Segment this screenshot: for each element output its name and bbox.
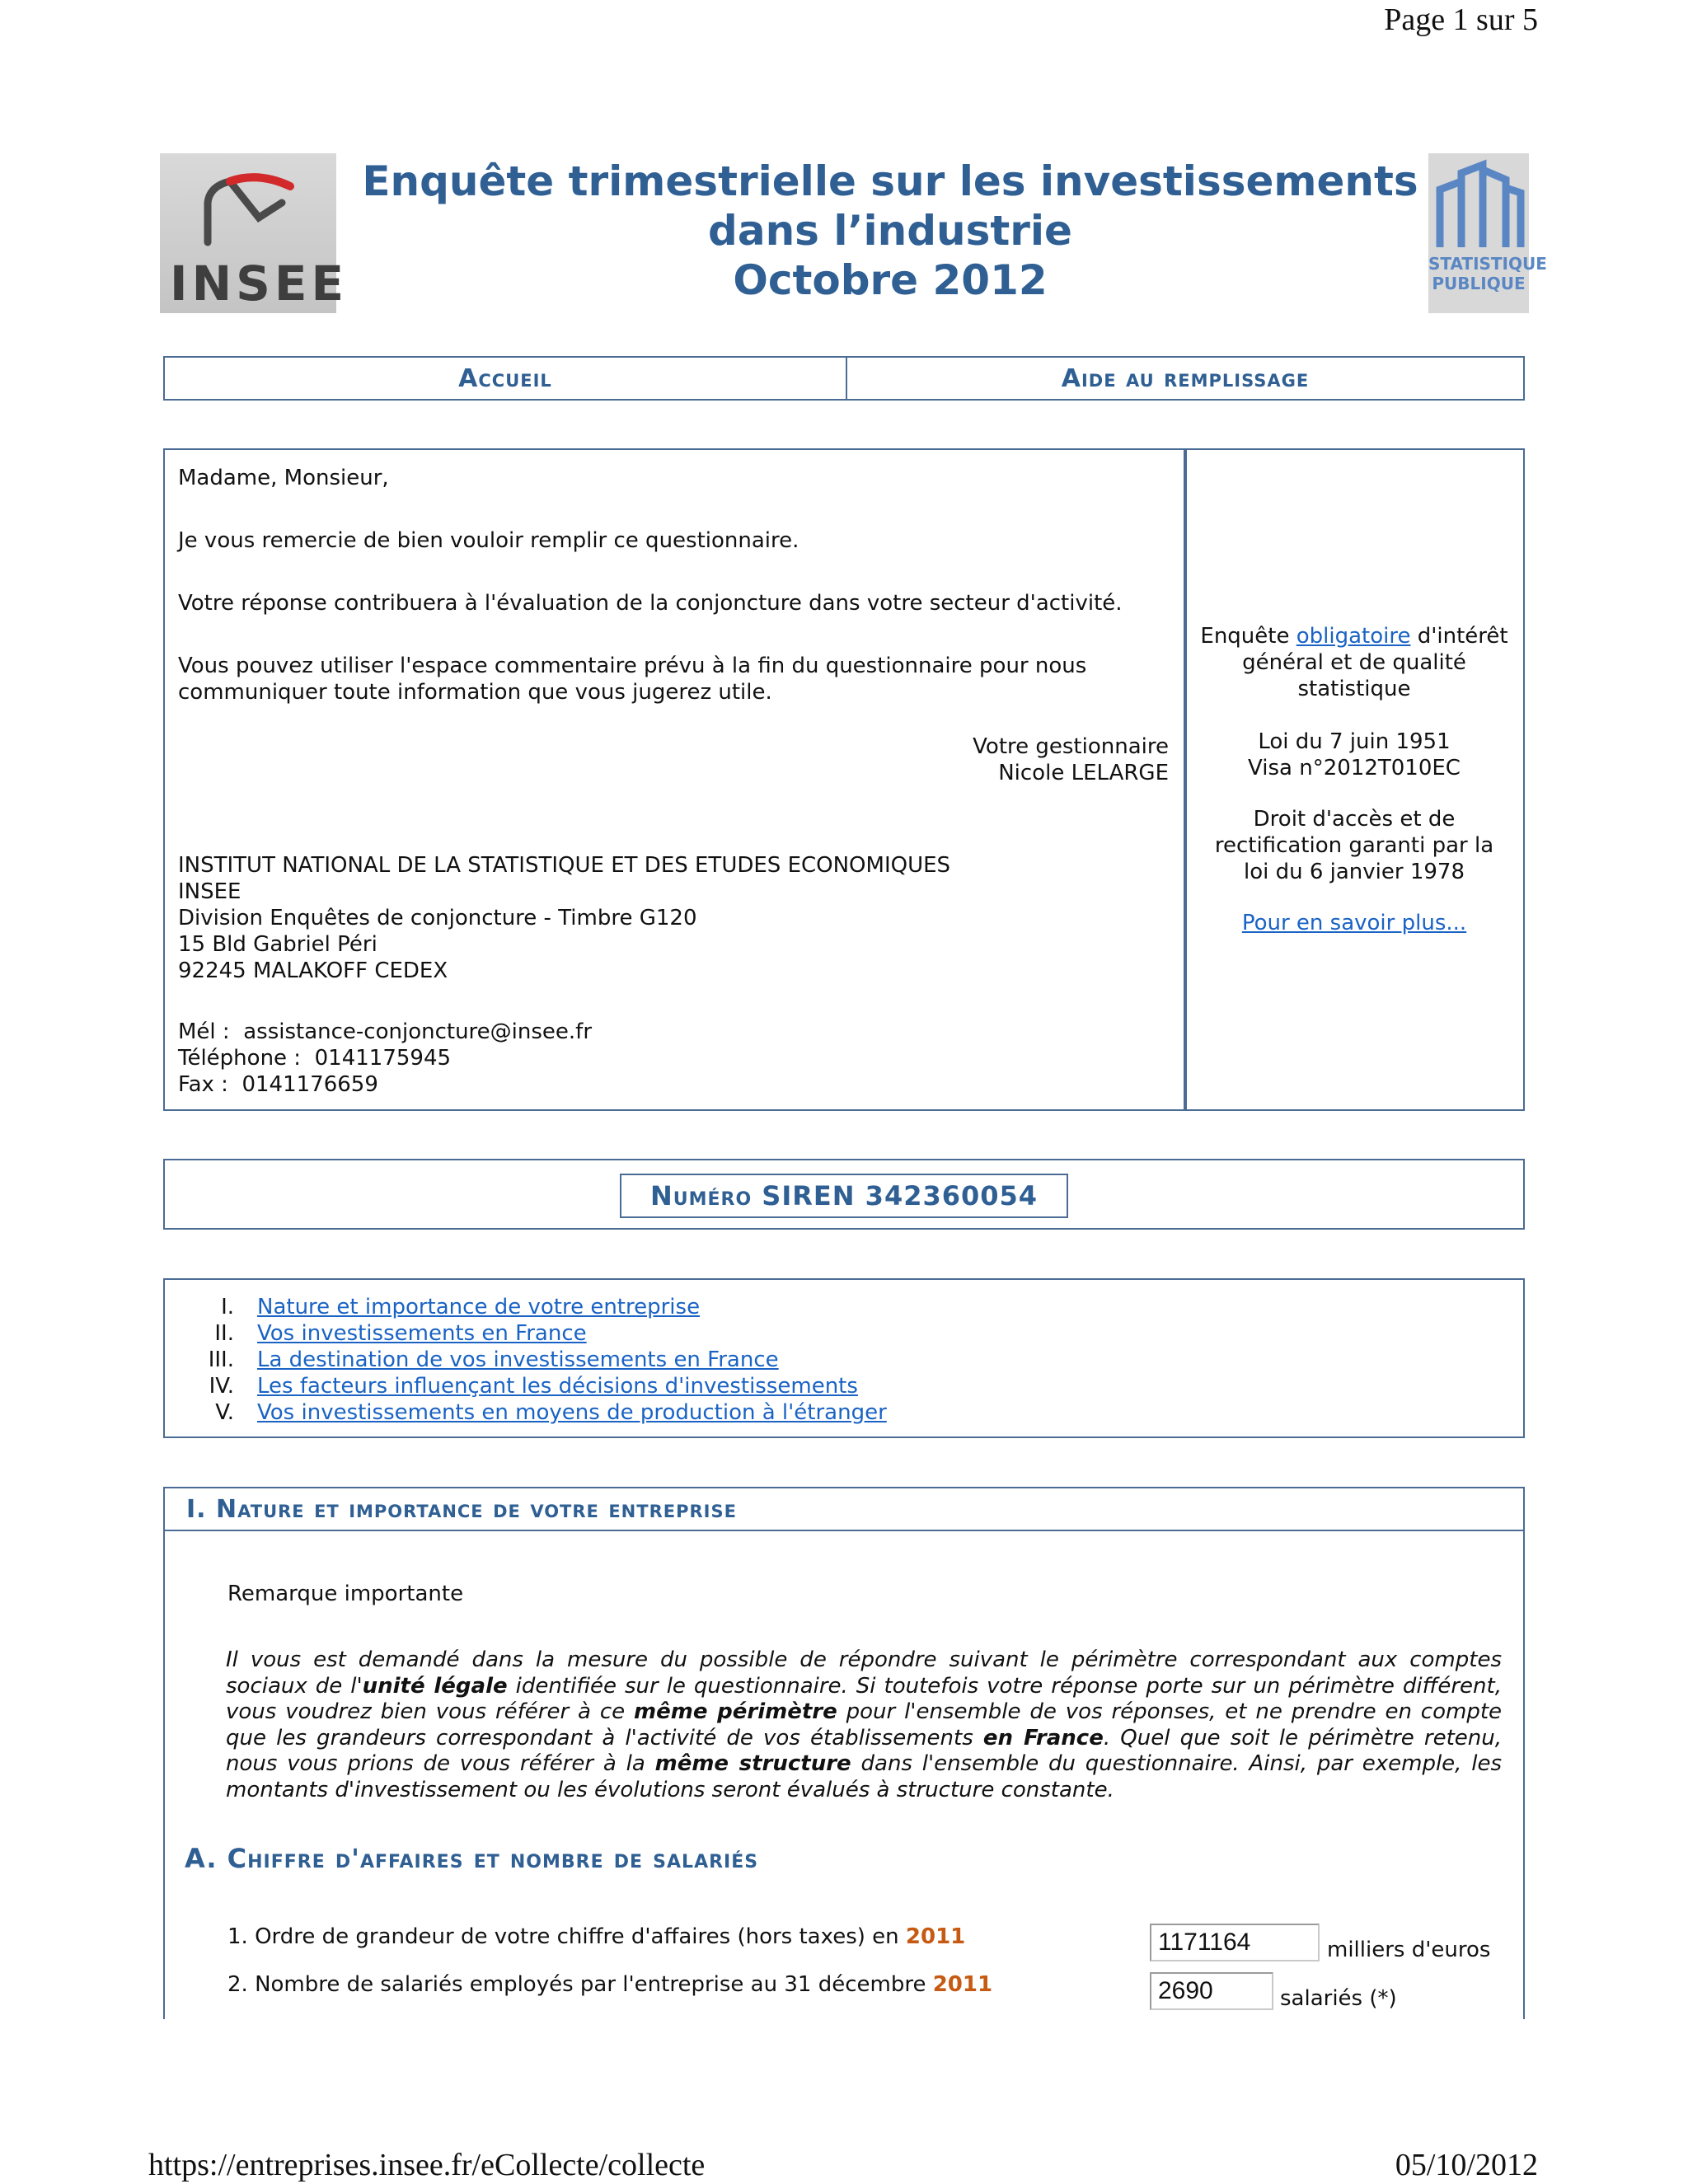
remark-fragment: dans l'ensemble du questionnaire. Ainsi, par exemple, les — [851, 1751, 1503, 1777]
contact-info — [178, 1019, 592, 1098]
remark-emphasis: en France — [982, 1725, 1104, 1750]
tab-aide-remplissage[interactable] — [847, 358, 1523, 399]
q2-year: 2011 — [932, 1972, 993, 1997]
letter-signature — [973, 733, 1169, 786]
letter-paragraph-3 — [178, 653, 1086, 705]
building-icon — [1428, 157, 1529, 255]
letter-paragraph-3-line-1: Vous pouvez utiliser l'espace commentaire prévu à la fin du questionnaire pour nous — [178, 654, 1087, 678]
remark-emphasis: même périmètre — [634, 1699, 837, 1725]
letter-paragraph-2: Votre réponse contribuera à l'évaluation de la conjoncture dans votre secteur d'activité. — [178, 591, 1123, 616]
toc-num: I. — [221, 1295, 234, 1319]
remark-fragment: montants d'investissement ou les évolutions seront évalués à structure constante. — [226, 1777, 1114, 1802]
address-line: Division Enquêtes de conjoncture - Timbre G120 — [178, 906, 697, 930]
letter-paragraph-1: Je vous remercie de bien vouloir remplir ce questionnaire. — [178, 528, 799, 553]
siren-number — [620, 1174, 1068, 1218]
law-line-1: Loi du 7 juin 1951 — [1258, 729, 1451, 754]
title-line-3: Octobre 2012 — [733, 256, 1048, 304]
legal-post: d'intérêt — [1410, 624, 1508, 649]
subsection-a-letter: A. — [185, 1843, 218, 1874]
q2-text: 2. Nombre de salariés employés par l'entreprise au 31 décembre — [227, 1972, 933, 1997]
signature-role: Votre gestionnaire — [973, 734, 1169, 759]
toc-item — [165, 1320, 887, 1347]
toc-item — [165, 1347, 887, 1373]
toc-link-section-4[interactable]: Les facteurs influençant les décisions d'investissements — [257, 1374, 858, 1399]
toc-link-section-1[interactable]: Nature et importance de votre entreprise — [257, 1295, 701, 1319]
legal-pre: Enquête — [1200, 624, 1296, 649]
remark-fragment: sociaux de l' — [226, 1673, 363, 1699]
letter-greeting: Madame, Monsieur, — [178, 466, 389, 490]
title-line-2: dans l’industrie — [708, 207, 1072, 255]
toc-item — [165, 1373, 887, 1399]
page-title — [346, 157, 1434, 305]
print-date: 05/10/2012 — [1395, 2148, 1538, 2182]
institute-address — [178, 852, 950, 984]
remark-fragment: nous vous prions de vous référer à la — [226, 1751, 655, 1777]
remark-title: Remarque importante — [227, 1582, 464, 1606]
question-1-label — [227, 1924, 965, 1950]
toc-link-section-3[interactable]: La destination de vos investissements en France — [257, 1347, 779, 1372]
remark-emphasis: même structure — [654, 1751, 851, 1777]
legal-line-2: général et de qualité — [1242, 650, 1466, 675]
visa-line: Visa n°2012T010EC — [1248, 756, 1461, 780]
section-1-title-text: Nature et importance de votre entreprise — [216, 1495, 737, 1524]
legal-line-3: statistique — [1297, 677, 1411, 701]
address-line: 15 Bld Gabriel Péri — [178, 932, 377, 957]
toc-num: II. — [214, 1321, 234, 1346]
employee-count-input[interactable] — [1150, 1972, 1273, 2010]
remark-line — [226, 1726, 1502, 1752]
toc-num: V. — [215, 1400, 234, 1425]
tab-aide-label: Aide au remplissage — [1061, 364, 1310, 393]
section-1-number: I. — [186, 1495, 207, 1524]
remark-fragment: identifiée sur le questionnaire. Si toutefois votre réponse porte sur un périmètre différent, — [507, 1673, 1502, 1699]
fax-value: 0141176659 — [241, 1072, 378, 1097]
rights-line-2: rectification garanti par la — [1214, 833, 1494, 858]
remark-line — [226, 1674, 1502, 1700]
contact-fax — [178, 1071, 592, 1098]
mail-label: Mél : — [178, 1019, 230, 1044]
page-url: https://entreprises.insee.fr/eCollecte/collecte — [148, 2148, 706, 2182]
remark-line — [226, 1778, 1502, 1804]
contact-phone — [178, 1045, 592, 1071]
toc-num: III. — [208, 1347, 234, 1372]
nav-bar — [163, 356, 1525, 401]
remark-fragment: pour l'ensemble de vos réponses, et ne prendre en compte — [837, 1699, 1503, 1725]
title-line-1: Enquête trimestrielle sur les investissements — [362, 157, 1418, 205]
section-1-title — [186, 1490, 737, 1530]
statpub-text-1: STATISTIQUE — [1428, 254, 1547, 274]
siren-label: Numéro SIREN — [649, 1180, 856, 1212]
toc-link-section-2[interactable]: Vos investissements en France — [257, 1321, 587, 1346]
obligatoire-link[interactable]: obligatoire — [1296, 624, 1411, 649]
letter-paragraph-3-line-2: communiquer toute information que vous jugerez utile. — [178, 680, 772, 705]
statistique-publique-logo — [1428, 153, 1547, 313]
toc-item — [165, 1294, 887, 1320]
tab-accueil-label: Accueil — [458, 364, 552, 393]
siren-value: 342360054 — [865, 1180, 1039, 1212]
subsection-a-text: Chiffre d'affaires et nombre de salariés — [227, 1843, 759, 1874]
remark-text — [226, 1647, 1502, 1804]
subsection-a-title — [185, 1843, 758, 1874]
remark-fragment: . Quel que soit le périmètre retenu, — [1103, 1725, 1502, 1750]
toc-num: IV. — [209, 1374, 234, 1399]
remark-fragment: Il vous est demandé dans la mesure du possible de répondre suivant le périmètre correspondant aux comptes — [226, 1647, 1502, 1672]
remark-line — [226, 1699, 1502, 1726]
address-line: 92245 MALAKOFF CEDEX — [178, 958, 448, 983]
rights-line-3: loi du 6 janvier 1978 — [1243, 860, 1465, 884]
revenue-input[interactable] — [1150, 1924, 1320, 1961]
phone-label: Téléphone : — [178, 1046, 302, 1071]
insee-logo-icon — [160, 153, 336, 260]
remark-line — [226, 1751, 1502, 1778]
q1-year: 2011 — [905, 1924, 966, 1949]
address-line: INSEE — [178, 879, 241, 904]
page-number: Page 1 sur 5 — [1384, 2, 1538, 37]
remark-line — [226, 1647, 1502, 1674]
tab-accueil[interactable] — [165, 358, 847, 399]
employee-unit: salariés (*) — [1280, 1986, 1397, 2011]
contact-mail — [178, 1019, 592, 1045]
question-2-label — [227, 1971, 992, 1998]
q1-text: 1. Ordre de grandeur de votre chiffre d'affaires (hors taxes) en — [227, 1924, 906, 1949]
more-info-link[interactable]: Pour en savoir plus... — [1241, 911, 1467, 935]
legal-info — [1187, 623, 1522, 936]
statpub-text-2: PUBLIQUE — [1432, 274, 1526, 293]
insee-logo — [160, 153, 349, 313]
toc-list — [165, 1294, 887, 1426]
insee-logo-text: INSEE — [170, 255, 349, 312]
remark-fragment: que les grandeurs correspondant à l'activité de vos établissements — [226, 1725, 983, 1750]
phone-value: 0141175945 — [314, 1046, 452, 1071]
toc-link-section-5[interactable]: Vos investissements en moyens de production à l'étranger — [257, 1400, 887, 1425]
remark-emphasis: unité légale — [362, 1673, 508, 1699]
signature-name: Nicole LELARGE — [998, 761, 1169, 785]
mail-value: assistance-conjoncture@insee.fr — [243, 1019, 593, 1044]
legal-line-1 — [1187, 623, 1522, 649]
rights-line-1: Droit d'accès et de — [1253, 807, 1456, 832]
revenue-unit: milliers d'euros — [1327, 1938, 1491, 1962]
remark-fragment: vous voudrez bien vous référer à ce — [226, 1699, 635, 1725]
toc-item — [165, 1399, 887, 1426]
fax-label: Fax : — [178, 1072, 228, 1097]
address-line: INSTITUT NATIONAL DE LA STATISTIQUE ET DES ETUDES ECONOMIQUES — [178, 853, 951, 878]
